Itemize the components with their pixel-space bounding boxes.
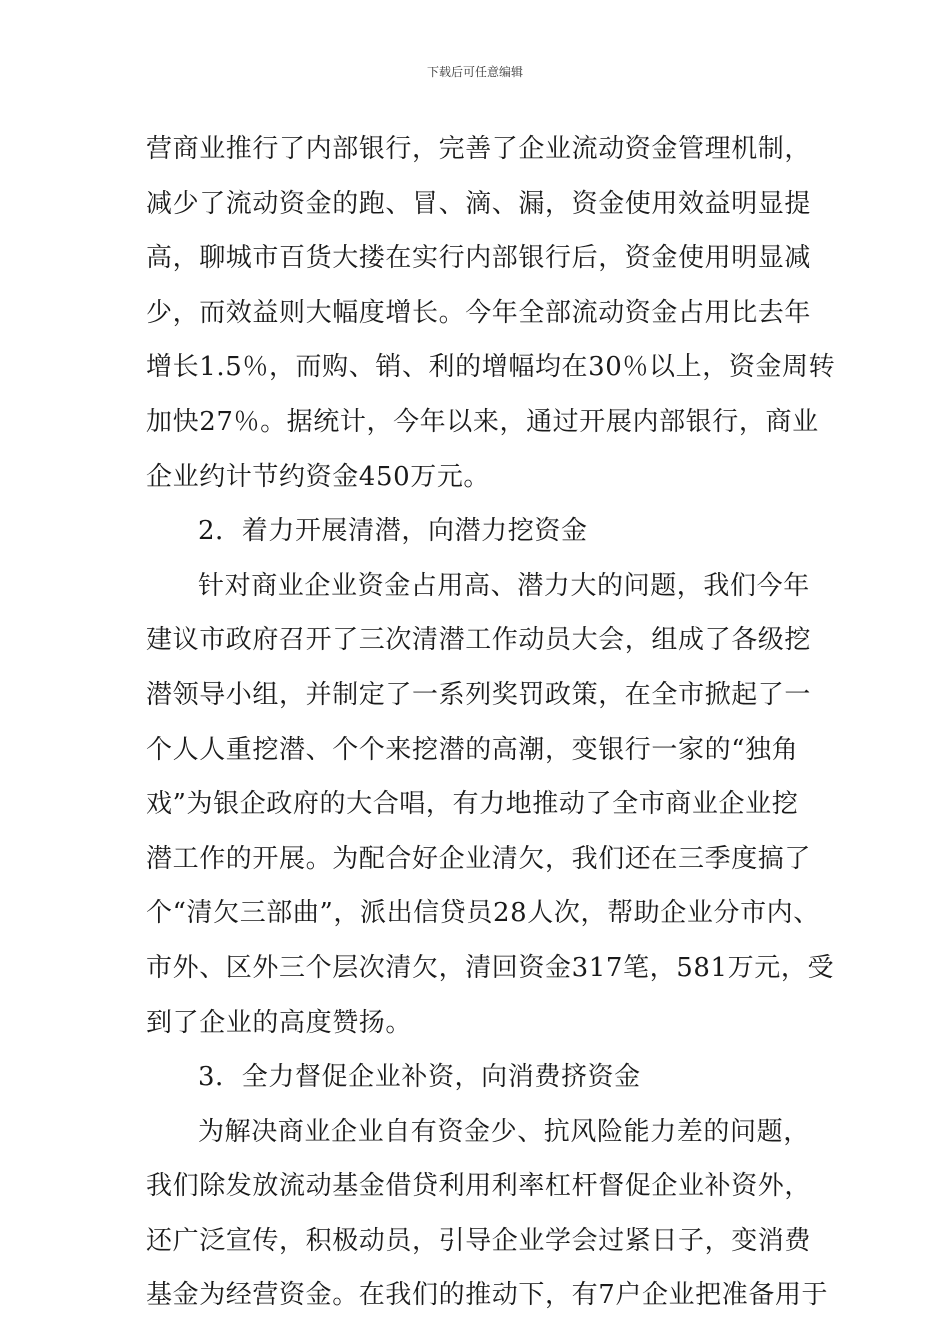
text-line: 市外、区外三个层次清欠，清回资金317笔，581万元，受 <box>146 952 835 983</box>
paragraph-first-line: 针对商业企业资金占用高、潜力大的问题，我们今年 <box>198 570 810 601</box>
text-line: 潜领导小组，并制定了一系列奖罚政策，在全市掀起了一 <box>146 679 812 710</box>
page-header: 下载后可任意编辑 <box>426 65 523 79</box>
text-line: 减少了流动资金的跑、冒、滴、漏，资金使用效益明显提 <box>146 188 812 219</box>
text-line: 我们除发放流动基金借贷利用利率杠杆督促企业补资外， <box>146 1171 812 1202</box>
text-line: 个“清欠三部曲”，派出信贷员28人次，帮助企业分市内、 <box>146 898 820 929</box>
text-line: 企业约计节约资金450万元。 <box>146 461 491 492</box>
text-line: 高，聊城市百货大搂在实行内部银行后，资金使用明显减 <box>146 243 812 274</box>
text-line: 基金为经营资金。在我们的推动下，有7户企业把准备用于 <box>146 1280 829 1311</box>
text-line: 营商业推行了内部银行，完善了企业流动资金管理机制， <box>146 134 812 164</box>
section-heading: 2．着力开展清潜，向潜力挖资金 <box>198 516 588 547</box>
text-line: 加快27％。据统计，今年以来，通过开展内部银行，商业 <box>146 406 819 437</box>
text-line: 建议市政府召开了三次清潜工作动员大会，组成了各级挖 <box>146 625 812 656</box>
text-line: 个人人重挖潜、个个来挖潜的高潮，变银行一家的“独角 <box>146 734 799 765</box>
section-heading: 3．全力督促企业补资，向消费挤资金 <box>198 1062 641 1093</box>
text-line: 少，而效益则大幅度增长。今年全部流动资金占用比去年 <box>146 297 812 328</box>
text-line: 潜工作的开展。为配合好企业清欠，我们还在三季度搞了 <box>146 843 812 874</box>
text-line: 增长1.5％，而购、销、利的增幅均在30％以上，资金周转 <box>146 352 836 383</box>
document-body <box>146 122 836 1323</box>
paragraph-first-line: 为解决商业企业自有资金少、抗风险能力差的问题， <box>198 1116 810 1147</box>
text-line: 戏”为银企政府的大合唱，有力地推动了全市商业企业挖 <box>146 789 799 820</box>
text-line: 到了企业的高度赞扬。 <box>146 1007 413 1038</box>
text-line: 还广泛宣传，积极动员，引导企业学会过紧日子，变消费 <box>146 1225 812 1256</box>
